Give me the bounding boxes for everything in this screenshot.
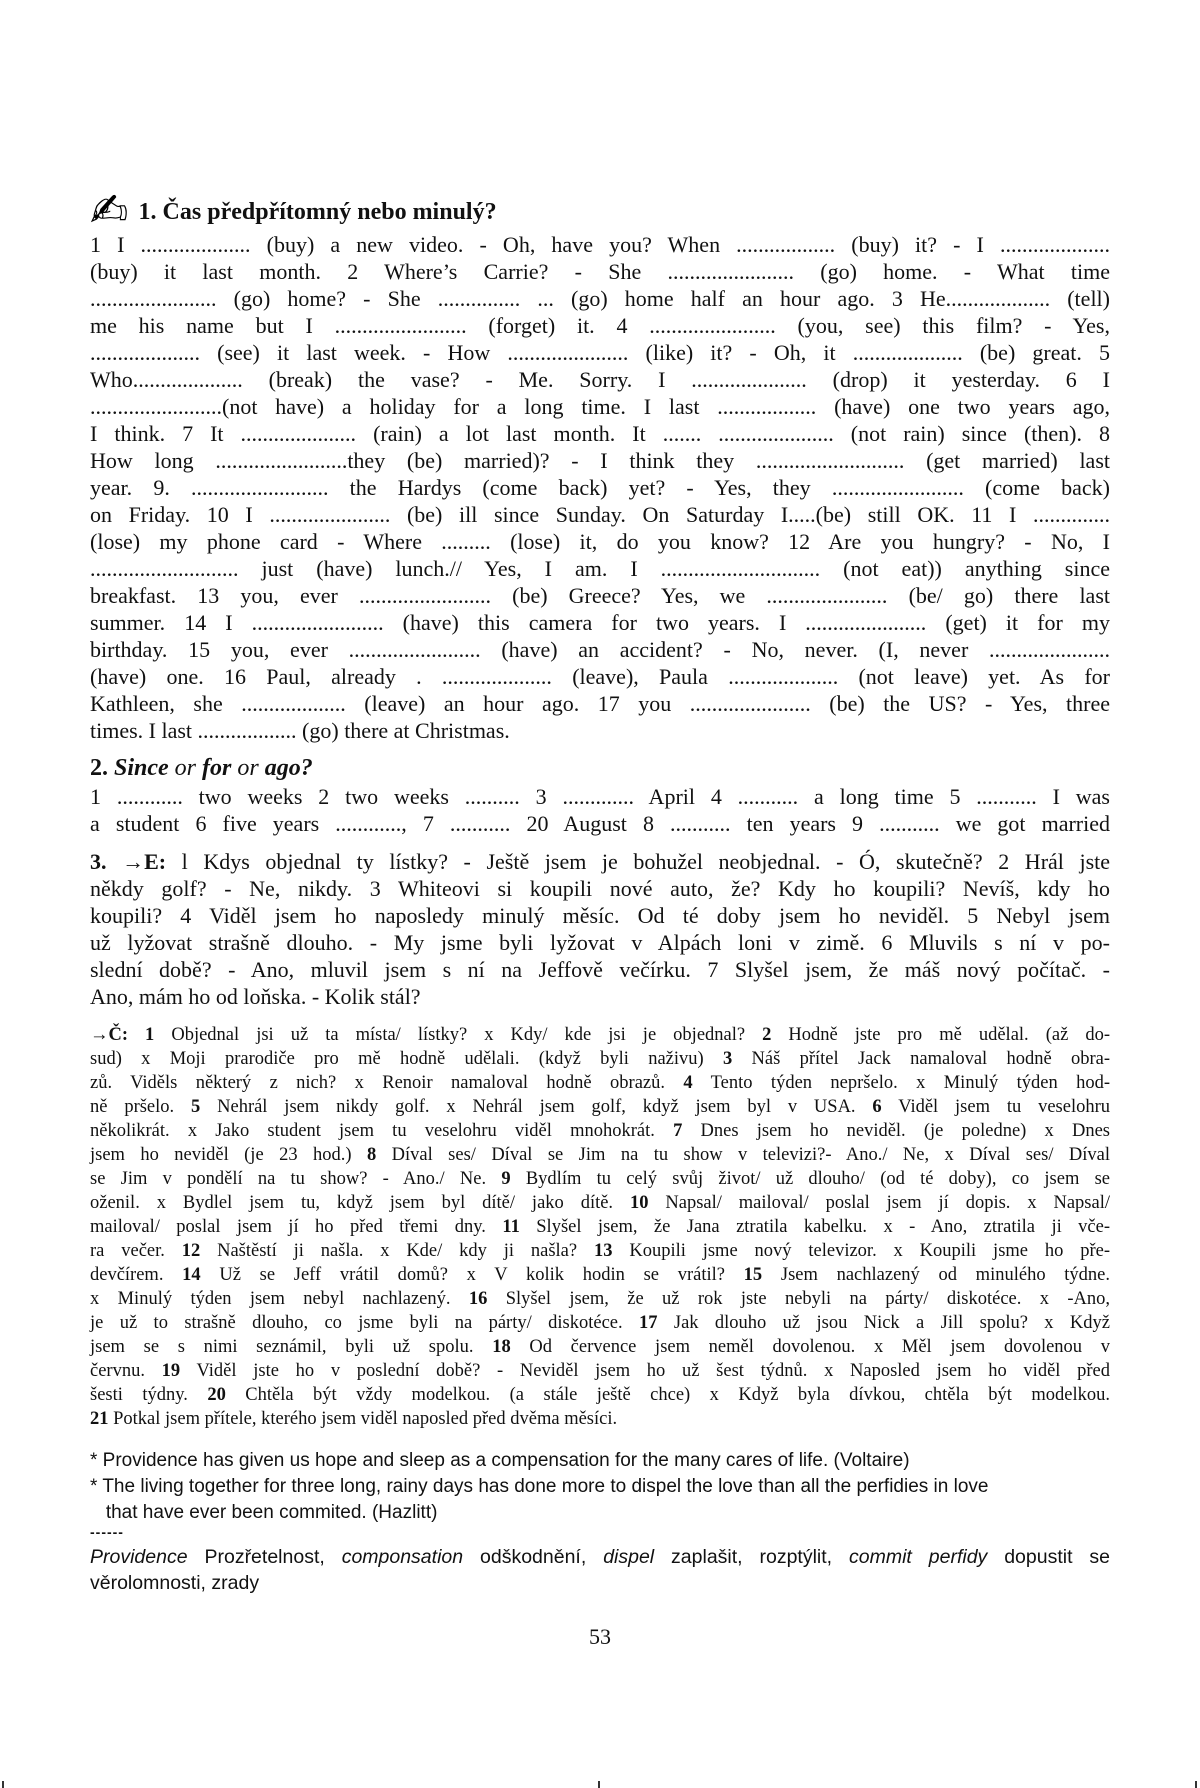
text-segment: ........................... just (have) lunch.// Yes, I am. I ............................. (not eat)) anything since	[90, 556, 1110, 581]
text-line	[90, 1383, 1110, 1407]
text-segment: (have) one. 16 Paul, already . .................... (leave), Paula .................... (not leave) yet. As for	[90, 664, 1110, 689]
text-segment: Nehrál jsem nikdy golf. x Nehrál jsem golf, když jsem byl v USA.	[200, 1097, 873, 1117]
text-line	[90, 1263, 1110, 1287]
text-segment: už lyžovat strašně dlouho. - My jsme byli lyžovat v Alpách loni v zimě. 6 Mluvils s ní v po-	[90, 930, 1110, 955]
text-segment: Prozřetelnost,	[187, 1546, 342, 1568]
text-line	[90, 393, 1110, 420]
text-segment: 1 I .................... (buy) a new video. - Oh, have you? When .................. (buy) it? - I ....................	[90, 232, 1110, 257]
text-line	[90, 1191, 1110, 1215]
page-content	[90, 175, 1110, 1650]
text-segment: 21	[90, 1409, 109, 1429]
text-segment: 10	[629, 1193, 649, 1213]
text-line	[90, 902, 1110, 929]
text-line	[90, 1448, 1110, 1474]
text-segment: Kathleen, she ................... (leave) an hour ago. 17 you ...................... (be) the US? - Yes, three	[90, 691, 1110, 716]
text-segment: sud) x Moji prarodiče pro mě hodně udělali. (když byli naživu)	[90, 1049, 723, 1069]
text-line	[90, 1359, 1110, 1383]
text-line	[90, 1311, 1110, 1335]
text-segment: or	[231, 755, 265, 781]
text-segment: zaplašit, rozptýlit,	[654, 1546, 850, 1568]
text-segment: Objednal jsi už ta místa/ lístky? x Kdy/ kde jsi je objednal?	[154, 1025, 763, 1045]
text-line	[90, 1500, 1110, 1526]
section2-heading	[90, 753, 1110, 783]
text-line	[90, 783, 1110, 810]
text-segment: on Friday. 10 I ...................... (be) ill since Sunday. On Saturday I.....(be) still OK. 11 I ..............	[90, 502, 1110, 527]
text-segment: birthday. 15 you, ever ........................ (have) an accident? - No, never. (I, never ......................	[90, 637, 1110, 662]
text-segment: 16	[468, 1289, 488, 1309]
text-segment: devčírem.	[90, 1265, 183, 1285]
text-line	[90, 258, 1110, 285]
text-segment: Hodně jste pro mě udělal. (až do-	[771, 1025, 1110, 1045]
text-segment: that have ever been commited. (Hazlitt)	[90, 1502, 438, 1523]
text-segment: 7	[673, 1121, 683, 1141]
text-line	[90, 366, 1110, 393]
text-line	[90, 447, 1110, 474]
text-segment: dispel	[603, 1546, 655, 1568]
text-segment: ....................... (go) home? - She ............... ... (go) home half an hour ago. 3 He................... (tell)	[90, 286, 1110, 311]
text-line	[90, 1287, 1110, 1311]
text-segment: 13	[593, 1241, 613, 1261]
text-segment: Viděl jste ho v poslední době? - Neviděl jsem ho už šest týdnů. x Naposled jsem ho viděl před	[180, 1361, 1110, 1381]
text-segment: Dnes jsem ho neviděl. (je poledne) x Dnes	[682, 1121, 1110, 1141]
text-line	[90, 1215, 1110, 1239]
text-segment: několikrát. x Jako student jsem tu veselohru viděl mnohokrát.	[90, 1121, 674, 1141]
text-segment: ........................(not have) a holiday for a long time. I last .................. (have) one two years ago,	[90, 394, 1110, 419]
text-segment: Viděl jsem tu veselohru	[881, 1097, 1110, 1117]
text-line	[90, 875, 1110, 902]
vocabulary-glosses	[90, 1544, 1110, 1596]
text-line	[90, 312, 1110, 339]
text-segment: věrolomnosti, zrady	[90, 1572, 260, 1594]
page-number: 53	[589, 1624, 611, 1649]
text-segment: times. I last .................. (go) there at Christmas.	[90, 718, 510, 743]
text-segment: 20	[207, 1385, 226, 1405]
section1-exercise-text	[90, 231, 1110, 744]
text-segment: mailoval/ poslal jsem jí ho před třemi dny.	[90, 1217, 503, 1237]
text-segment: a student 6 five years ............, 7 ........... 20 August 8 ........... ten years 9 ........... we got married	[90, 811, 1110, 836]
text-segment: 19	[161, 1361, 181, 1381]
text-segment: Tento týden nepršelo. x Minulý týden hod-	[692, 1073, 1110, 1093]
text-segment: * The living together for three long, rainy days has done more to dispel the love than all the perfidies in love	[90, 1476, 989, 1497]
text-segment: commit perfidy	[849, 1546, 988, 1568]
text-line	[90, 1071, 1110, 1095]
text-segment: 6	[872, 1097, 882, 1117]
text-segment: * Providence has given us hope and sleep as a compensation for the many cares of life. (Voltaire)	[90, 1450, 910, 1471]
text-segment: me his name but I ........................ (forget) it. 4 ....................... (you, see) this film? - Yes,	[90, 313, 1110, 338]
text-segment: jsem se s nimi seznámil, byli už spolu.	[90, 1337, 493, 1357]
section1-heading: 1. Čas předpřítomný nebo minulý?	[138, 199, 497, 225]
text-segment: componsation	[341, 1546, 464, 1568]
text-segment: Bydlím tu celý svůj život/ už dlouho/ (od té doby), co jsem se	[510, 1169, 1110, 1189]
text-segment: Jak dlouho už jsou Nick a Jill spolu? x Když	[657, 1313, 1111, 1333]
text-segment: ra večer.	[90, 1241, 182, 1261]
writing-hand-icon: ✍	[90, 183, 129, 237]
text-segment: Jsem nachlazený od minulého týdne.	[762, 1265, 1110, 1285]
text-line	[90, 753, 1110, 783]
section2-exercise-text	[90, 783, 1110, 837]
text-segment: ně pršelo.	[90, 1097, 192, 1117]
text-line	[90, 1474, 1110, 1500]
text-segment: oženil. x Bydlel jsem tu, když jsem byl dítě/ jako dítě.	[90, 1193, 630, 1213]
text-segment: koupili? 4 Viděl jsem ho naposledy minulý měsíc. Od té doby jsem ho neviděl. 5 Nebyl jsem	[90, 903, 1110, 928]
text-segment: for	[202, 755, 232, 781]
section3-exercise-text	[90, 848, 1110, 1010]
text-segment: →Č: 1	[90, 1025, 155, 1045]
text-line	[90, 1407, 1110, 1431]
text-segment: Naštěstí ji našla. x Kde/ kdy ji našla?	[200, 1241, 594, 1261]
text-segment: dopustit se	[987, 1546, 1111, 1568]
text-segment: 11	[502, 1217, 520, 1237]
sectionC-exercise-text	[90, 1023, 1110, 1431]
text-segment: je už to strašně dlouho, co jsme byli na párty/ diskotéce.	[90, 1313, 639, 1333]
scan-tick-right	[1195, 1781, 1197, 1788]
text-line	[90, 1095, 1110, 1119]
text-segment: odškodnění,	[463, 1546, 604, 1568]
text-line	[90, 474, 1110, 501]
text-segment: Slyšel jsem, že už rok jste nebyli na párty/ diskotéce. x -Ano,	[487, 1289, 1110, 1309]
text-segment: Providence	[90, 1546, 188, 1568]
text-line	[90, 1119, 1110, 1143]
text-segment: 4	[683, 1073, 693, 1093]
text-segment: (lose) my phone card - Where ......... (lose) it, do you know? 12 Are you hungry? - No, I	[90, 529, 1110, 554]
text-segment: Chtěla být vždy modelkou. (a stále ještě chce) x Když byla dívkou, chtěla být modelkou.	[225, 1385, 1110, 1405]
text-line	[90, 582, 1110, 609]
text-segment: 15	[743, 1265, 763, 1285]
text-line	[90, 956, 1110, 983]
text-segment: Slyšel jsem, že Jana ztratila kabelku. x - Ano, ztratila ji vče-	[519, 1217, 1110, 1237]
text-line	[90, 420, 1110, 447]
text-line	[90, 1047, 1110, 1071]
text-segment: l Kdys objednal ty lístky? - Ještě jsem je bohužel neobjednal. - Ó, skutečně? 2 Hrál jste	[166, 849, 1111, 874]
text-line	[90, 983, 1110, 1010]
text-segment: Napsal/ mailoval/ poslal jsem jí dopis. x Napsal/	[648, 1193, 1110, 1213]
text-segment: 1 ............ two weeks 2 two weeks .......... 3 ............. April 4 ........... a long time 5 ........... I was	[90, 784, 1110, 809]
text-line	[90, 609, 1110, 636]
text-segment: breakfast. 13 you, ever ........................ (be) Greece? Yes, we ...................... (be/ go) there last	[90, 583, 1110, 608]
text-segment: Díval ses/ Díval se Jim na tu show v televizi?- Ano./ Ne, x Díval ses/ Díval	[376, 1145, 1110, 1165]
footnote-rule: ------	[90, 1524, 124, 1540]
text-segment: Since	[114, 755, 169, 781]
text-segment: x Minulý týden jsem nebyl nachlazený.	[90, 1289, 469, 1309]
text-segment: 14	[182, 1265, 201, 1285]
text-segment: 9	[501, 1169, 511, 1189]
text-segment: year. 9. ......................... the Hardys (come back) yet? - Yes, they ........................ (come back)	[90, 475, 1110, 500]
text-segment: I think. 7 It ..................... (rain) a lot last month. It ....... ..................... (not rain) since (then). 8	[90, 421, 1110, 446]
text-line	[90, 1167, 1110, 1191]
text-segment: někdy golf? - Ne, nikdy. 3 Whiteovi si koupili nové auto, že? Kdy ho koupili? Nevíš, kdy ho	[90, 876, 1110, 901]
text-segment: Koupili jsme nový televizor. x Koupili jsme ho pře-	[612, 1241, 1110, 1261]
text-segment: červnu.	[90, 1361, 162, 1381]
text-line	[90, 339, 1110, 366]
text-segment: slední době? - Ano, mluvil jsem s ní na Jeffově večírku. 7 Slyšel jsem, že máš nový počítač. -	[90, 957, 1110, 982]
text-segment: 2	[762, 1025, 772, 1045]
text-line	[90, 555, 1110, 582]
text-segment: 18	[492, 1337, 511, 1357]
text-segment: šesti týdny.	[90, 1385, 208, 1405]
text-segment: Od července jsem neměl dovolenou. x Měl jsem dovolenou v	[510, 1337, 1110, 1357]
footnote-quotes	[90, 1448, 1110, 1526]
text-segment: 3	[723, 1049, 733, 1069]
text-segment: or	[168, 755, 203, 781]
text-segment: zů. Viděls některý z nich? x Renoir namaloval hodně obrazů.	[90, 1073, 684, 1093]
text-segment: Ano, mám ho od loňska. - Kolik stál?	[90, 984, 421, 1009]
text-segment: summer. 14 I ........................ (have) this camera for two years. I ...................... (get) it for my	[90, 610, 1110, 635]
text-segment: Potkal jsem přítele, kterého jsem viděl naposled před dvěma měsíci.	[108, 1409, 618, 1429]
text-line	[90, 231, 1110, 258]
text-line	[90, 528, 1110, 555]
text-line	[90, 690, 1110, 717]
text-line	[90, 1335, 1110, 1359]
text-segment: 8	[366, 1145, 377, 1165]
text-segment: Už se Jeff vrátil domů? x V kolik hodin se vrátil?	[200, 1265, 744, 1285]
section1-heading-row	[90, 175, 1110, 237]
text-segment: .................... (see) it last week. - How ...................... (like) it? - Oh, it .................... (be) great. 5	[90, 340, 1110, 365]
text-line	[90, 1143, 1110, 1167]
text-segment: 17	[639, 1313, 658, 1333]
text-line	[90, 1023, 1110, 1047]
text-segment: se Jim v pondělí na tu show? - Ano./ Ne.	[90, 1169, 502, 1189]
text-line	[90, 1239, 1110, 1263]
text-segment: 2.	[90, 755, 114, 781]
scan-tick-left	[2, 1781, 4, 1788]
text-line	[90, 717, 1110, 744]
text-line	[90, 848, 1110, 875]
text-segment: 3. →E:	[90, 849, 167, 874]
text-line	[90, 663, 1110, 690]
text-segment: 5	[191, 1097, 201, 1117]
text-line	[90, 1570, 1110, 1596]
text-line	[90, 1544, 1110, 1570]
scan-tick-center	[598, 1781, 600, 1788]
text-segment: How long ........................they (be) married)? - I think they ........................... (get married) last	[90, 448, 1110, 473]
text-segment: Who.................... (break) the vase? - Me. Sorry. I ..................... (drop) it yesterday. 6 I	[90, 367, 1110, 392]
text-line	[90, 636, 1110, 663]
text-segment: ago?	[264, 755, 313, 781]
text-line	[90, 929, 1110, 956]
text-segment: Náš přítel Jack namaloval hodně obra-	[732, 1049, 1111, 1069]
text-line	[90, 501, 1110, 528]
text-line	[90, 810, 1110, 837]
text-segment: jsem ho neviděl (je 23 hod.)	[90, 1145, 367, 1165]
text-segment: 12	[181, 1241, 201, 1261]
text-line	[90, 285, 1110, 312]
text-segment: (buy) it last month. 2 Where’s Carrie? - She ....................... (go) home. - What time	[90, 259, 1110, 284]
